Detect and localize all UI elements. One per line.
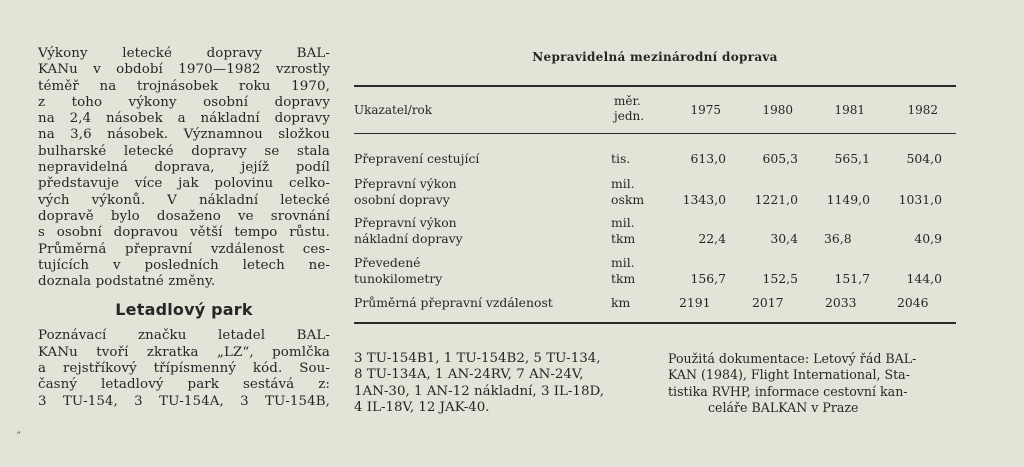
table-cell: 36,8 xyxy=(824,231,852,246)
text-line: KANu tvoří zkratka „LZ“, pomlčka xyxy=(38,344,330,360)
table-cell: 156,7 xyxy=(690,271,726,286)
fleet-list xyxy=(354,351,644,416)
text-line: nepravidelná doprava, jejíž podíl xyxy=(38,160,330,176)
left-column xyxy=(38,46,330,410)
row-label-line: Přepravní výkon xyxy=(354,176,457,191)
header-label: Ukazatel/rok xyxy=(354,103,433,117)
table-cell: 1149,0 xyxy=(826,192,870,207)
table-top-rule xyxy=(354,85,956,87)
text-line: Výkony letecké dopravy BAL- xyxy=(38,46,330,61)
row-unit-line: oskm xyxy=(611,192,645,207)
row-label-line: Přepravní výkon xyxy=(354,215,457,230)
text-line: 3 TU-154B1, 1 TU-154B2, 5 TU-134, xyxy=(354,351,601,366)
table-bottom-rule xyxy=(354,322,956,324)
sources-note xyxy=(668,351,968,416)
header-year: 1975 xyxy=(690,103,721,117)
text-line: časný letadlový park sestává z: xyxy=(38,377,330,393)
text-line: Použitá dokumentace: Letový řád BAL- xyxy=(668,351,917,366)
row-unit xyxy=(611,255,635,287)
table-cell: 605,3 xyxy=(762,151,798,166)
row-unit-line: tis. xyxy=(611,151,631,166)
table-cell: 1343,0 xyxy=(682,192,726,207)
table-header-rule xyxy=(354,133,956,134)
row-label-line: Průměrná přepravní vzdálenost xyxy=(354,295,553,310)
row-label-line: nákladní dopravy xyxy=(354,231,463,246)
row-unit-line: tkm xyxy=(611,271,636,286)
text-line: 3 TU-154, 3 TU-154A, 3 TU-154B, xyxy=(38,393,330,409)
text-line: a rejstříkový třípísmenný kód. Sou- xyxy=(38,361,330,377)
table-cell: 565,1 xyxy=(834,151,870,166)
row-unit xyxy=(611,151,630,167)
header-year: 1981 xyxy=(834,103,865,117)
table-title: Nepravidelná mezinárodní doprava xyxy=(532,50,778,64)
page-mark: ˝ xyxy=(16,432,21,443)
row-label-line: Přepravení cestující xyxy=(354,151,480,166)
table-cell: 504,0 xyxy=(906,151,942,166)
table-cell: 144,0 xyxy=(906,271,942,286)
text-line: na 3,6 násobek. Významnou složkou xyxy=(38,127,330,143)
row-label-line: Převedené xyxy=(354,255,421,270)
text-line: tistika RVHP, informace cestovní kan- xyxy=(668,383,908,399)
text-line: KAN (1984), Flight International, Sta- xyxy=(668,367,910,383)
text-line: dopravě bylo dosaženo ve srovnání xyxy=(38,208,330,224)
text-line: vých výkonů. V nákladní letecké xyxy=(38,192,330,208)
row-unit xyxy=(611,215,635,247)
header-year: 1982 xyxy=(907,103,938,117)
text-line: 8 TU-134A, 1 AN-24RV, 7 AN-24V, xyxy=(354,367,584,383)
row-unit xyxy=(611,295,630,311)
row-label xyxy=(354,215,463,247)
intro-paragraph xyxy=(38,46,330,290)
text-line: 1AN-30, 1 AN-12 nákladní, 3 IL-18D, xyxy=(354,383,604,399)
header-unit-line: měr. xyxy=(614,94,641,108)
header-unit xyxy=(614,94,644,124)
row-label xyxy=(354,295,553,311)
header-year: 1980 xyxy=(762,103,793,117)
table-cell: 613,0 xyxy=(690,151,726,166)
table-cell: 152,5 xyxy=(762,271,798,286)
row-unit xyxy=(611,176,644,208)
table-cell: 2046 xyxy=(897,295,929,310)
table-cell: 2191 xyxy=(679,295,711,310)
header-unit-line: jedn. xyxy=(614,109,645,123)
row-label-line: tunokilometry xyxy=(354,271,443,286)
table-cell: 1221,0 xyxy=(754,192,798,207)
table-cell: 2017 xyxy=(752,295,784,310)
row-label xyxy=(354,151,479,167)
text-line: na 2,4 násobek a nákladní dopravy xyxy=(38,111,330,127)
table-cell: 1031,0 xyxy=(898,192,942,207)
row-unit-line: mil. xyxy=(611,215,635,230)
table-cell: 30,4 xyxy=(770,231,798,246)
text-line: s osobní dopravou větší tempo růstu. xyxy=(38,225,330,241)
section-heading: Letadlový park xyxy=(115,300,253,320)
row-unit-line: mil. xyxy=(611,255,635,270)
table-cell: 151,7 xyxy=(834,271,870,286)
row-unit-line: tkm xyxy=(611,231,636,246)
row-unit-line: mil. xyxy=(611,176,635,191)
text-line: představuje více jak polovinu celko- xyxy=(38,176,330,192)
text-line: bulharské letecké dopravy se stala xyxy=(38,143,330,159)
row-label xyxy=(354,176,457,208)
table-cell: 2033 xyxy=(825,295,857,310)
fleet-paragraph xyxy=(38,328,330,409)
text-line: Poznávací značku letadel BAL- xyxy=(38,328,330,344)
text-line: KANu v období 1970—1982 vzrostly xyxy=(38,62,330,78)
text-line: 4 IL-18V, 12 JAK-40. xyxy=(354,399,490,415)
row-label xyxy=(354,255,442,287)
text-line: z toho výkony osobní dopravy xyxy=(38,94,330,110)
text-line: doznala podstatné změny. xyxy=(38,274,216,290)
text-line: tujících v posledních letech ne- xyxy=(38,257,330,273)
text-line: Průměrná přepravní vzdálenost ces- xyxy=(38,241,330,257)
table-cell: 22,4 xyxy=(698,231,726,246)
row-label-line: osobní dopravy xyxy=(354,192,450,207)
text-line: celáře BALKAN v Praze xyxy=(708,399,859,415)
row-unit-line: km xyxy=(611,295,631,310)
text-line: téměř na trojnásobek roku 1970, xyxy=(38,78,330,94)
table-cell: 40,9 xyxy=(914,231,942,246)
